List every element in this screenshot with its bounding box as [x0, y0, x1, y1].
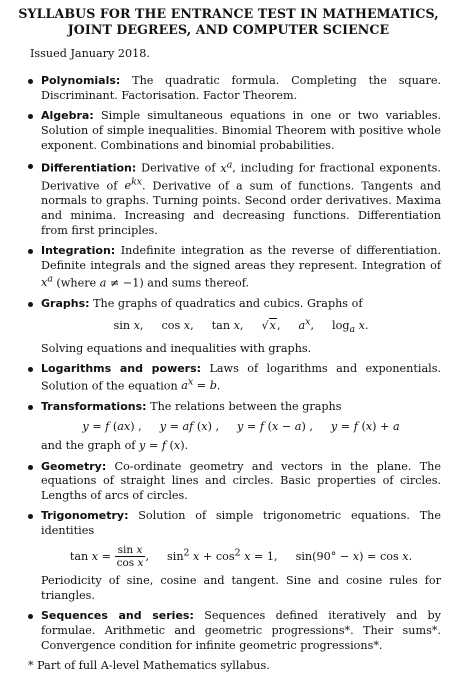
item-text: Derivative of: [136, 161, 221, 175]
footnote: * Part of full A-level Mathematics syllabus.: [28, 659, 270, 673]
item-text: and the graph of: [41, 439, 140, 453]
item-text: Solving equations and inequalities with graphs.: [41, 341, 312, 355]
title-line-2: JOINT DEGREES, AND COMPUTER SCIENCE: [67, 21, 390, 37]
item-heading: Graphs:: [41, 296, 90, 310]
transformations-formula: y = f (ax) , y = af (x) , y = f (x − a) , y = f (x) + a: [82, 419, 400, 433]
list-item-geometry: [28, 460, 441, 504]
list-item-transformations: Transformations: The relations between the graphs y = f (ax) , y = af (x) , y = f (x − a) , y = f (x) + a and the graph of y = f (x).: [28, 400, 441, 454]
item-text: The graphs of quadratics and cubics. Graphs of: [89, 296, 363, 310]
item-heading: Integration:: [41, 244, 116, 258]
math-equation: $a^x = b$: [181, 376, 217, 393]
item-text: The quadratic formula. Completing the square. Discriminant. Factorisation. Factor Theorem.: [41, 74, 441, 103]
item-text: (where: [52, 276, 100, 290]
item-text: , including for fractional exponents. Derivative of: [41, 161, 441, 193]
list-item-integration: [28, 244, 441, 291]
item-text: Solution of simple trigonometric equations. The identities: [41, 509, 441, 538]
item-heading: Differentiation:: [41, 161, 137, 175]
math-x-power-a: $x^a$: [220, 159, 233, 175]
trig-identities: tan x = $\frac{\text{sin x}}{\text{cos x}}$ , $\sin^2 x + \cos^2 x = 1$, sin(90° − x) = cos x.: [69, 544, 413, 570]
title-line-1: SYLLABUS FOR THE ENTRANCE TEST IN MATHEMATICS,: [18, 6, 439, 21]
item-heading: Algebra:: [41, 109, 94, 123]
syllabus-list: [28, 74, 441, 653]
item-text: Co-ordinate geometry and vectors in the plane. The equations of straight lines and circles. Basic properties of circles. Lengths of arcs of circles.: [41, 459, 441, 503]
list-item-logarithms: Logarithms and powers: Laws of logarithms and exponentials. Solution of the equation $a^x = b$.: [28, 362, 441, 394]
document-title: [10, 6, 447, 37]
math-x-power-a: $x^a$: [41, 273, 53, 290]
item-heading: Transformations:: [41, 399, 147, 413]
item-text: Simple simultaneous equations in one or two variables. Solution of simple inequalities. Binomial Theorem with positive whole exponent. Combinations and binomial probabilities.: [41, 109, 441, 152]
item-heading: Logarithms and powers:: [41, 361, 202, 375]
item-text: Indefinite integration as the reverse of differentiation. Definite integrals and the signed areas they represent. Integration of: [41, 244, 441, 272]
item-text: . Derivative of a sum of functions. Tangents and normals to graphs. Turning points. Second order derivatives. Maxima and minima. Increasing and decreasing functions. Differentiation from first principles.: [41, 179, 441, 237]
item-heading: Sequences and series:: [41, 609, 194, 623]
item-heading: Polynomials:: [41, 74, 121, 88]
list-item-sequences: [28, 609, 441, 653]
item-text: Laws of logarithms and exponentials. Solution of the equation: [41, 361, 441, 393]
list-item-polynomials: [28, 74, 441, 104]
item-text: Periodicity of sine, cosine and tangent. Sine and cosine rules for triangles.: [41, 574, 441, 602]
math-e-power-kx: $e^{kx}$: [124, 176, 142, 193]
math-y-f-x: y = f (x): [139, 439, 185, 453]
item-text: Sequences defined iteratively and by formulae. Arithmetic and geometric progressions*. Their sums*. Convergence condition for infinite geometric progressions*.: [41, 609, 441, 652]
issued-date: Issued January 2018.: [30, 47, 150, 61]
item-heading: Geometry:: [41, 459, 107, 473]
item-text: ) and sums thereof.: [139, 276, 250, 290]
list-item-trigonometry: [28, 509, 441, 603]
list-item-differentiation: [28, 159, 441, 238]
item-heading: Trigonometry:: [41, 509, 129, 523]
math-a-not-minus-one: a ≠ −1: [99, 276, 140, 290]
list-item-algebra: [28, 109, 441, 153]
list-item-graphs: [28, 297, 441, 357]
graphs-formula: sin x, cos x, tan x, √x, $a^x$, $\log_a x$.: [113, 316, 369, 336]
item-text: The relations between the graphs: [146, 399, 342, 413]
